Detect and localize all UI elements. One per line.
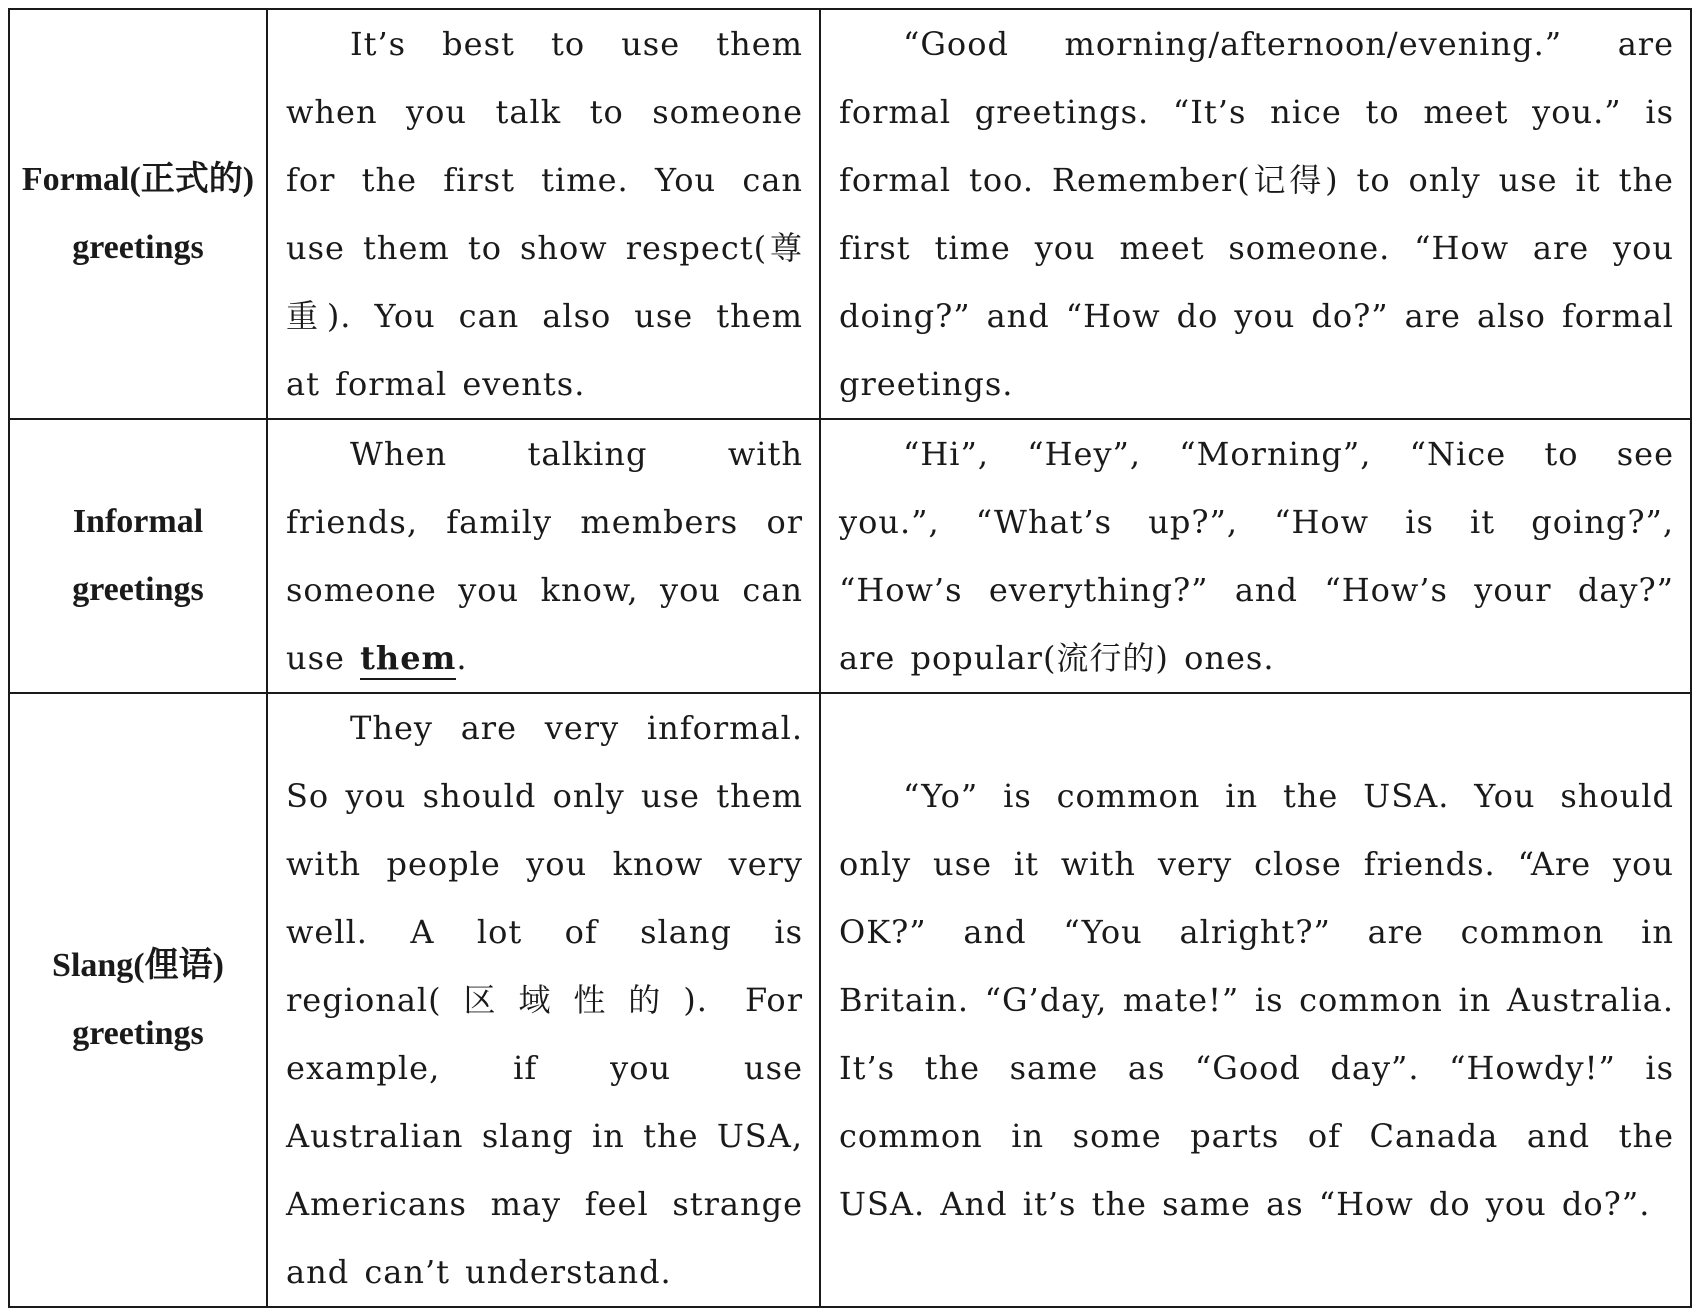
examples-informal-text: “Hi”, “Hey”, “Morning”, “Nice to see you.”, “What’s up?”, “How is it going?”, “How’s everything?” and “How’s your day?” are popular(流行的) ones. bbox=[839, 435, 1674, 677]
usage-informal-emphasis: them bbox=[360, 639, 456, 680]
usage-informal-text bbox=[286, 420, 803, 692]
greeting-type-formal: Formal(正式的) greetings bbox=[9, 9, 267, 419]
greeting-type-informal: Informal greetings bbox=[9, 419, 267, 693]
table-row-informal bbox=[9, 419, 1691, 693]
greeting-type-slang: Slang(俚语) greetings bbox=[9, 693, 267, 1307]
usage-informal-after: . bbox=[456, 639, 468, 677]
examples-slang bbox=[820, 693, 1691, 1307]
examples-informal bbox=[820, 419, 1691, 693]
usage-slang-text: They are very informal. So you should only use them with people you know very well. A lot of slang is regional(区域性的). For example, if you use Australian slang in the USA, Americans may feel strange and can’t understand. bbox=[286, 709, 803, 1291]
usage-formal bbox=[267, 9, 820, 419]
greetings-table bbox=[8, 8, 1692, 1308]
examples-formal bbox=[820, 9, 1691, 419]
examples-slang-text: “Yo” is common in the USA. You should only use it with very close friends. “Are you OK?” and “You alright?” are common in Britain. “G’day, mate!” is common in Australia. It’s the same as “Good day”. “Howdy!” is common in some parts of Canada and the USA. And it’s the same as “How do you do?”. bbox=[839, 777, 1674, 1223]
table-row-slang bbox=[9, 693, 1691, 1307]
usage-informal bbox=[267, 419, 820, 693]
usage-slang bbox=[267, 693, 820, 1307]
usage-informal-before: When talking with friends, family members or someone you know, you can use bbox=[286, 435, 803, 677]
usage-formal-text: It’s best to use them when you talk to someone for the first time. You can use them to show respect(尊重). You can also use them at formal events. bbox=[286, 25, 803, 403]
table-row-formal bbox=[9, 9, 1691, 419]
examples-formal-text: “Good morning/afternoon/evening.” are formal greetings. “It’s nice to meet you.” is formal too. Remember(记得) to only use it the first time you meet someone. “How are you doing?” and “How do you do?” are also formal greetings. bbox=[839, 25, 1674, 403]
